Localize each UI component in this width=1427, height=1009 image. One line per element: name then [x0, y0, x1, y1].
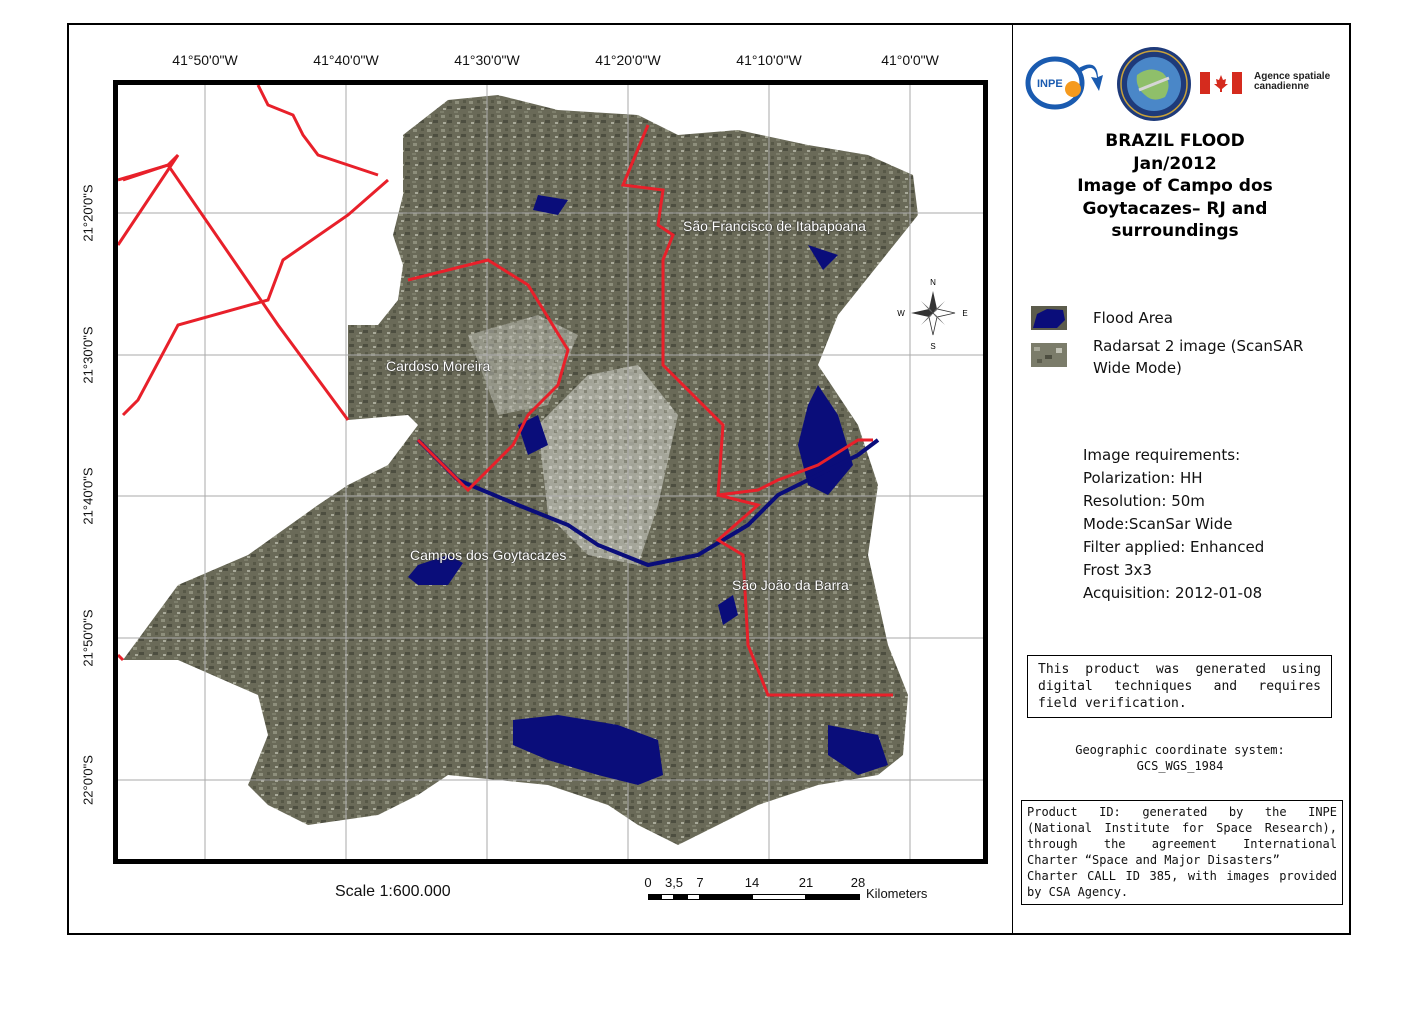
- inpe-logo-text: INPE: [1037, 78, 1063, 90]
- legend-radarsat-label: [1093, 335, 1303, 379]
- scale-tick: 7: [696, 875, 704, 890]
- place-label: Campos dos Goytacazes: [410, 547, 567, 563]
- west-letter: W: [897, 309, 905, 318]
- requirement-line: Mode:ScanSar Wide: [1083, 515, 1233, 533]
- place-label: São Francisco de Itabapoana: [683, 218, 866, 234]
- title-line: Image of Campo dos: [1077, 176, 1273, 196]
- map-frame[interactable]: [113, 80, 988, 864]
- scale-tick: 0: [644, 875, 652, 890]
- east-letter: E: [962, 309, 968, 318]
- title-line: Jan/2012: [1133, 153, 1217, 174]
- longitude-label: 41°30'0"W: [454, 52, 520, 68]
- requirement-line: Frost 3x3: [1083, 561, 1152, 579]
- scale-tick: 21: [798, 875, 814, 890]
- map-canvas: [118, 85, 983, 859]
- requirement-line: Acquisition: 2012-01-08: [1083, 584, 1263, 602]
- boundary: [118, 655, 123, 660]
- product-id-line: Product ID: generated by the INPE (National Institute for Space Research), through the agreement International Charter “Space and Major Disasters”: [1027, 805, 1337, 867]
- panel-divider: [1012, 23, 1013, 935]
- place-label: Cardoso Moreira: [386, 358, 491, 374]
- coordinate-system: [1040, 742, 1320, 774]
- image-requirements: [1083, 444, 1264, 605]
- scale-tick: 28: [850, 875, 866, 890]
- scale-bar-segment: [648, 894, 661, 900]
- requirement-line: Polarization: HH: [1083, 469, 1203, 487]
- title-line: Goytacazes– RJ and: [1082, 198, 1268, 219]
- requirement-line: Image requirements:: [1083, 446, 1241, 464]
- product-id-line: Charter CALL ID 385, with images provided by CSA Agency.: [1027, 869, 1337, 899]
- csa-line: canadienne: [1254, 81, 1310, 92]
- legend-flood-label: Flood Area: [1093, 309, 1173, 327]
- scale-unit: Kilometers: [866, 886, 928, 901]
- charter-globe-logo: [1115, 45, 1193, 123]
- inpe-logo: [1025, 53, 1105, 113]
- scale-tick: 3,5: [664, 875, 684, 890]
- scale-tick: 14: [744, 875, 760, 890]
- boundary: [258, 85, 378, 175]
- latitude-label: 21°40'0"S: [80, 467, 96, 525]
- requirement-line: Resolution: 50m: [1083, 492, 1205, 510]
- latitude-label: 21°20'0"S: [80, 184, 96, 242]
- boundary: [123, 165, 348, 420]
- radarsat-image-swatch: [1031, 343, 1067, 367]
- title-line: BRAZIL FLOOD: [1105, 131, 1245, 151]
- longitude-label: 41°50'0"W: [172, 52, 238, 68]
- flood-area-swatch: [1031, 306, 1067, 330]
- scale-bar-segment: [752, 894, 806, 900]
- scale-bar-segment: [806, 894, 860, 900]
- north-letter: N: [930, 278, 936, 287]
- longitude-label: 41°10'0"W: [736, 52, 802, 68]
- gcs-line: Geographic coordinate system:: [1075, 743, 1285, 757]
- north-arrow-icon: [897, 278, 967, 351]
- legend-line: Wide Mode): [1093, 359, 1182, 377]
- scale-bar-segment: [687, 894, 700, 900]
- disclaimer-box: This product was generated using digital techniques and requires field verification.: [1027, 655, 1332, 718]
- scale-bar-segment: [700, 894, 752, 900]
- latitude-label: 22°0'0"S: [80, 755, 96, 805]
- gcs-line: GCS_WGS_1984: [1136, 759, 1224, 773]
- scale-bar-segment: [661, 894, 674, 900]
- title-line: surroundings: [1111, 221, 1239, 241]
- map-title: [1040, 130, 1310, 243]
- longitude-label: 41°0'0"W: [881, 52, 939, 68]
- canada-flag-icon: [1200, 72, 1242, 94]
- longitude-label: 41°20'0"W: [595, 52, 661, 68]
- latitude-label: 21°50'0"S: [80, 609, 96, 667]
- scale-bar-segment: [674, 894, 687, 900]
- requirement-line: Filter applied: Enhanced: [1083, 538, 1265, 556]
- place-label: São João da Barra: [732, 577, 849, 593]
- longitude-label: 41°40'0"W: [313, 52, 379, 68]
- scale-ratio: Scale 1:600.000: [335, 883, 451, 900]
- product-id-box: [1021, 800, 1343, 905]
- csa-logo-text: [1254, 72, 1330, 92]
- legend-line: Radarsat 2 image (ScanSAR: [1093, 337, 1304, 355]
- south-letter: S: [930, 342, 936, 351]
- latitude-label: 21°30'0"S: [80, 326, 96, 384]
- csa-line: Agence spatiale: [1254, 71, 1331, 82]
